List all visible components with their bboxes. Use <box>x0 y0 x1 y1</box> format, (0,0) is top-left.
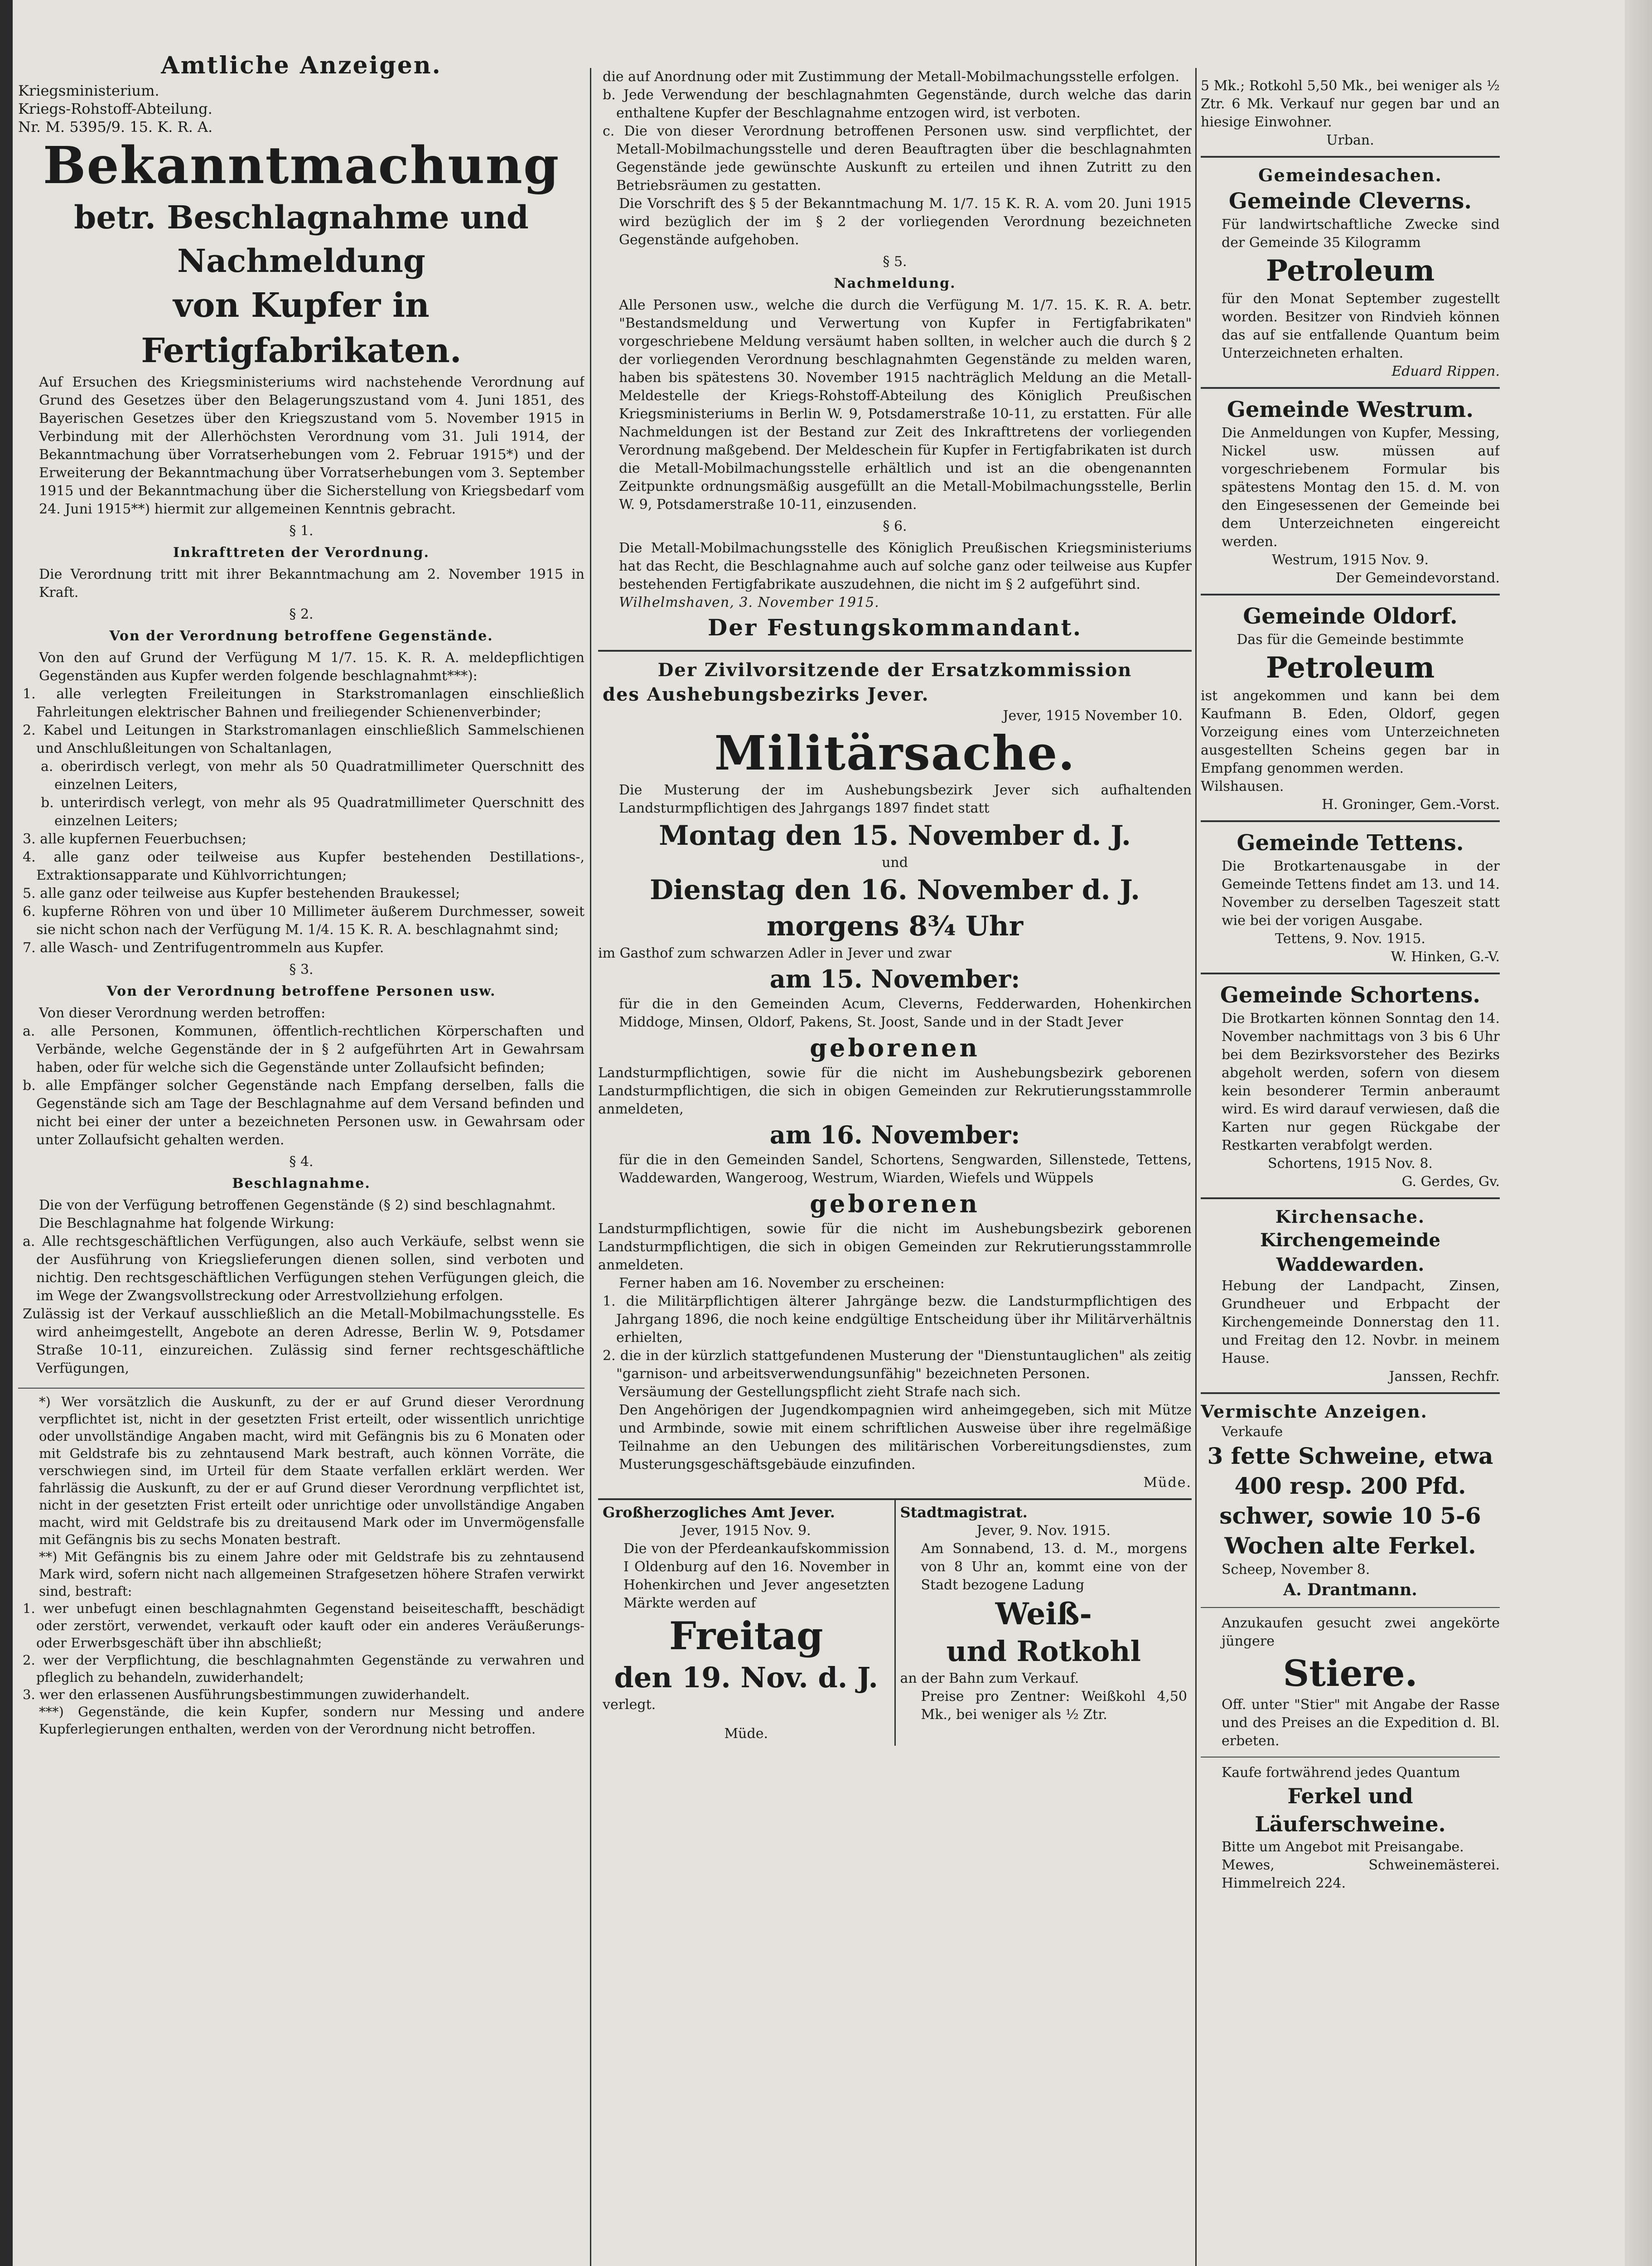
section-title: Von der Verordnung betroffene Gegenstände. <box>109 628 493 644</box>
notice-text: Die Musterung der im Aushebungsbezirk Jever sich aufhaltenden Landsturmpflichtigen des Jahrgangs 1897 findet statt <box>619 782 1192 816</box>
notice-big-text: Weiß- <box>995 1596 1092 1632</box>
page-edge-left <box>0 0 13 2266</box>
footnote-item: 2. wer der Verpflichtung, die beschlagnahmten Gegenstände zu verwahren und pfleglich zu behandeln, zuwiderhandelt; <box>23 1652 584 1685</box>
notice-text: verlegt. <box>603 1697 656 1713</box>
notice-text: für die in den Gemeinden Acum, Cleverns, Fedderwarden, Hohenkirchen Middoge, Minsen, Oldorf, Pakens, St. Joost, Sande und in der Stadt Jever <box>619 996 1192 1030</box>
section-title: Nachmeldung. <box>834 276 956 291</box>
section-text: Die von der Verfügung betroffenen Gegenstände (§ 2) sind beschlagnahmt. <box>39 1197 556 1213</box>
divider <box>1201 387 1500 389</box>
divider <box>1201 1392 1500 1394</box>
section-header: Kirchensache. <box>1275 1206 1425 1227</box>
list-item: 3. alle kupfernen Feuerbuchsen; <box>23 831 246 847</box>
signature: Müde. <box>1143 1475 1192 1491</box>
signature: Der Gemeindevorstand. <box>1335 570 1500 586</box>
date-line: am 16. November: <box>769 1120 1020 1149</box>
notice-date: Jever, 9. Nov. 1915. <box>976 1523 1111 1539</box>
emphasis-word: geborenen <box>810 1033 980 1062</box>
section-text: Die Beschlagnahme hat folgende Wirkung: <box>39 1215 334 1231</box>
list-item: Zulässig ist der Verkauf ausschließlich an die Metall-Mobilmachungsstelle. Es wird anheimgestellt, Angebote an deren Adresse, Berlin W. 9, Potsdamer Straße 10-11, einzureichen. Zulässig sind ferner rechtsgeschäftliche Verfügungen, <box>23 1306 584 1376</box>
section-text: Die Metall-Mobilmachungsstelle des Königlich Preußischen Kriegsministeriums hat das Recht, die Beschlagnahme auch auf solche ganz oder teilweise aus Kupfer bestehenden Fertigfabrikate auszudehnen, die nicht im § 2 aufgeführt sind. <box>619 540 1192 592</box>
notice-heading: Der Zivilvorsitzende der Ersatzkommission <box>657 659 1132 681</box>
emphasis-word: geborenen <box>810 1189 980 1218</box>
list-item: 1. die Militärpflichtigen älterer Jahrgänge bezw. die Landsturmpflichtigen des Jahrgang 1896, die noch keine endgültige Entscheidung über ihr Militärverhältnis erhielten, <box>603 1293 1192 1346</box>
column-1 <box>18 50 584 2266</box>
notice-text: Das für die Gemeinde bestimmte <box>1237 632 1464 648</box>
sender-line: Kriegs-Rohstoff-Abteilung. <box>18 100 213 117</box>
signature: A. Drantmann. <box>1283 1580 1417 1599</box>
ad-text: Verkaufe <box>1222 1424 1283 1440</box>
notice-big-text: Petroleum <box>1266 651 1435 685</box>
section-text: Von dieser Verordnung werden betroffen: <box>39 1005 326 1021</box>
notice-heading: Stadtmagistrat. <box>900 1504 1028 1521</box>
signature: Der Festungskommandant. <box>707 614 1082 641</box>
date-line: Montag den 15. November d. J. <box>659 820 1131 852</box>
continued-text: 5 Mk.; Rotkohl 5,50 Mk., bei weniger als ½ Ztr. 6 Mk. Verkauf nur gegen bar und an hiesige Einwohner. <box>1201 78 1500 130</box>
notice-date: Jever, 1915 Nov. 9. <box>681 1523 811 1539</box>
section-text: Die Vorschrift des § 5 der Bekanntmachung M. 1/7. 15 K. R. A. vom 20. Juni 1915 wird bezüglich der im § 2 der vorliegenden Verordnung bezeichneten Gegenstände aufgehoben. <box>619 196 1192 248</box>
signature: H. Groninger, Gem.-Vorst. <box>1322 797 1500 813</box>
notice-big-text: und Rotkohl <box>946 1635 1141 1668</box>
column-rule-1 <box>590 68 591 2266</box>
notice-date: Schortens, 1915 Nov. 8. <box>1268 1156 1433 1172</box>
notice-text: Die Brotkartenausgabe in der Gemeinde Tettens findet am 13. und 14. November zu derselben Tageszeit statt wie bei der vorigen Ausgabe. <box>1222 858 1500 929</box>
date-line: Dienstag den 16. November d. J. <box>649 874 1140 906</box>
list-item: a. Alle rechtsgeschäftlichen Verfügungen, also auch Verkäufe, selbst wenn sie der Ausführung von Kriegslieferungen dienen sollen, sind verboten und nichtig. Den rechtsgeschäftlichen Verfügungen stehen Verfügungen gleich, die im Wege der Zwangsvollstreckung oder Arrestvollziehung erfolgen. <box>23 1234 584 1304</box>
section-header: Amtliche Anzeigen. <box>161 52 442 79</box>
section-number: § 4. <box>289 1154 314 1170</box>
notice-title: Militärsache. <box>714 725 1076 781</box>
notice-text: Die von der Pferdeankaufskommission I Oldenburg auf den 16. November in Hohenkirchen und Jever angesetzten Märkte werden auf <box>623 1541 890 1611</box>
place-text: Wilshausen. <box>1201 779 1284 794</box>
list-item: a. alle Personen, Kommunen, öffentlich-rechtlichen Körperschaften und Verbände, welche Gegenstände der in § 2 aufgeführten Art in Gewahrsam haben, oder für welche sich die Gegenstände unter Zollaufsicht befinden; <box>23 1023 584 1075</box>
footnote: **) Mit Gefängnis bis zu einem Jahre oder mit Geldstrafe bis zu zehntausend Mark wird, sofern nicht nach allgemeinen Strafgesetzen höhere Strafen verwirkt sind, bestraft: <box>39 1549 584 1599</box>
continued-text: die auf Anordnung oder mit Zustimmung der Metall-Mobilmachungsstelle erfolgen. <box>603 69 1180 85</box>
place-text: im Gasthof zum schwarzen Adler in Jever und zwar <box>598 945 952 961</box>
signature: Müde. <box>724 1726 768 1742</box>
ad-text: Anzukaufen gesucht zwei angekörte jüngere <box>1222 1615 1500 1649</box>
column-rule-2 <box>1195 68 1197 2266</box>
notice-text: Die Brotkarten können Sonntag den 14. November nachmittags von 3 bis 6 Uhr bei dem Bezirksvorsteher des Bezirks abgeholt werden, sofern von diesem kein besonderer Termin anberaumt wird. Es wird darauf verwiesen, daß die Karten nur gegen Rückgabe der Restkarten verabfolgt werden. <box>1222 1011 1500 1153</box>
notice-heading: Großherzogliches Amt Jever. <box>603 1504 835 1521</box>
list-item: c. Die von dieser Verordnung betroffenen Personen usw. sind verpflichtet, der Metall-Mobilmachungsstelle und deren Beauftragten über die beschlagnahmten Gegenstände jede gewünschte Auskunft zu erteilen und ihnen Zutritt zu den Betriebsräumen zu gestatten. <box>603 123 1192 194</box>
column-2 <box>598 68 1192 2266</box>
notice-text: ist angekommen und kann bei dem Kaufmann B. Eden, Oldorf, gegen Vorzeigung eines vom Unterzeichneten ausgestellten Scheins gegen bar in Empfang genommen werden. <box>1201 688 1500 776</box>
section-header: Vermischte Anzeigen. <box>1201 1401 1428 1422</box>
divider <box>1201 973 1500 974</box>
notice-heading: Gemeinde Westrum. <box>1227 397 1474 422</box>
notice-text: für den Monat September zugestellt worden. Besitzer von Rindvieh können das auf sie entfallende Quantum beim Unterzeichneten erhalten. <box>1222 291 1500 361</box>
section-text: Alle Personen usw., welche die durch die Verfügung M. 1/7. 15. K. R. A. betr. "Bestandsmeldung und Verwertung von Kupfer in Fertigfabrikaten" vorgeschriebene Meldung versäumt haben sollten, in welcher auch die durch § 2 der vorliegenden Verordnung beschlagnahmten Gegenstände zu melden waren, haben bis spätestens 30. November 1915 nachträglich Meldung an die Metall-Meldestelle der Kriegs-Rohstoff-Abteilung des Königlich Preußischen Kriegsministeriums in Berlin W. 9, Potsdamerstraße 10-11, zu erstatten. Für alle Nachmeldungen ist der Bestand zur Zeit des Inkrafttretens der vorliegenden Verordnung maßgebend. Der Meldeschein für Kupfer in Fertigfabrikaten ist durch die Metall-Mobilmachungsstelle erhältlich und ist an die obengenannten Zeitpunkte ordnungsmäßig ausgefüllt an die Metall-Mobilmachungsstelle, Berlin W. 9, Potsdamerstraße 10-11, einzusenden. <box>619 297 1192 513</box>
list-item: 1. alle verlegten Freileitungen in Starkstromanlagen einschließlich Fahrleitungen elektrischer Bahnen und freiliegender Schienenverbinder; <box>23 686 584 720</box>
section-number: § 3. <box>289 962 314 978</box>
list-item: b. Jede Verwendung der beschlagnahmten Gegenstände, durch welche das darin enthaltene Kupfer der Beschlagnahme entzogen wird, ist verboten. <box>603 87 1192 121</box>
section-header: Gemeindesachen. <box>1258 165 1442 185</box>
section-number: § 1. <box>289 523 314 539</box>
notice-date: Westrum, 1915 Nov. 9. <box>1271 552 1429 568</box>
list-item: 6. kupferne Röhren von und über 10 Millimeter äußerem Durchmesser, soweit sie nicht schon nach der Verfügung M. 1/4. 15 K. R. A. beschlagnahmt sind; <box>23 904 584 938</box>
page-edge-right <box>1625 0 1652 2266</box>
section-number: § 2. <box>289 606 314 622</box>
notice-text: Hebung der Landpacht, Zinsen, Grundheuer und Erbpacht der Kirchengemeinde Donnerstag den 11. und Freitag den 12. Novbr. in meinem Hause. <box>1222 1278 1500 1366</box>
list-item: 2. Kabel und Leitungen in Starkstromanlagen einschließlich Sammelschienen und Anschlußleitungen von Schaltanlagen, <box>23 722 584 756</box>
divider <box>598 650 1192 652</box>
section-title: Von der Verordnung betroffene Personen usw. <box>106 983 496 999</box>
stadt-notice <box>894 1500 1192 1746</box>
notice-subtitle: von Kupfer in Fertigfabrikaten. <box>141 286 462 370</box>
signature: Mewes, Schweinemästerei. Himmelreich 224. <box>1222 1857 1500 1891</box>
notice-title: Bekanntmachung <box>43 136 560 195</box>
notice-text: Am Sonnabend, 13. d. M., morgens von 8 Uhr an, kommt eine von der Stadt bezogene Ladung <box>921 1541 1187 1593</box>
notice-text: Die Anmeldungen von Kupfer, Messing, Nickel usw. müssen auf vorgeschriebenem Formular bis spätestens Montag den 15. d. M. von den Eingesessenen der Gemeinde bei dem Unterzeichneten eingereicht werden. <box>1222 425 1500 550</box>
ad-text: Bitte um Angebot mit Preisangabe. <box>1222 1839 1464 1855</box>
list-item: b. alle Empfänger solcher Gegenstände nach Empfang derselben, falls die Gegenstände sich am Tage der Beschlagnahme auf dem Versand befinden und nicht bei einer der unter a bezeichneten Personen usw. in Gewahrsam oder unter Zollaufsicht gehalten werden. <box>23 1078 584 1148</box>
signature: Janssen, Rechfr. <box>1389 1369 1500 1385</box>
list-item: 4. alle ganz oder teilweise aus Kupfer bestehenden Destillations-, Extraktionsapparate und Kühlvorrichtungen; <box>23 849 584 883</box>
notice-heading: Kirchengemeinde Waddewarden. <box>1260 1230 1440 1275</box>
ad-text: Off. unter "Stier" mit Angabe der Rasse und des Preises an die Expedition d. Bl. erbeten. <box>1222 1697 1500 1749</box>
list-item: 7. alle Wasch- und Zentrifugentrommeln aus Kupfer. <box>23 940 384 956</box>
ad-big-text: Stiere. <box>1283 1652 1418 1695</box>
notice-text: für die in den Gemeinden Sandel, Schortens, Sengwarden, Sillenstede, Tettens, Waddewarden, Wangeroog, Westrum, Wiarden, Wiefels und Wüppels <box>619 1152 1192 1186</box>
ad-text: Kaufe fortwährend jedes Quantum <box>1222 1765 1460 1781</box>
signature: W. Hinken, G.-V. <box>1391 949 1500 965</box>
time-line: morgens 8¾ Uhr <box>766 910 1024 942</box>
signature: Eduard Rippen. <box>1391 363 1500 379</box>
notice-date: Jever, 1915 November 10. <box>1003 708 1183 724</box>
divider <box>1201 1757 1500 1758</box>
column-3 <box>1201 77 1500 2266</box>
signature: G. Gerdes, Gv. <box>1401 1174 1500 1190</box>
footnote: ***) Gegenstände, die kein Kupfer, sondern nur Messing und andere Kupferlegierungen enthalten, werden von der Verordnung nicht betroffen. <box>39 1704 584 1737</box>
date-line: am 15. November: <box>769 964 1020 993</box>
notice-big-text: Petroleum <box>1266 254 1435 288</box>
footnote-divider <box>18 1388 584 1389</box>
section-number: § 6. <box>883 518 907 534</box>
notice-heading: Gemeinde Oldorf. <box>1243 604 1458 629</box>
conjunction: und <box>882 855 908 871</box>
notice-heading: Gemeinde Tettens. <box>1237 830 1464 856</box>
notice-text: Preise pro Zentner: Weißkohl 4,50 Mk., bei weniger als ½ Ztr. <box>921 1689 1187 1723</box>
ad-big-text: Ferkel und Läuferschweine. <box>1255 1784 1446 1836</box>
notice-big-text: Freitag <box>669 1613 823 1658</box>
footnote-item: 3. wer den erlassenen Ausführungsbestimmungen zuwiderhandelt. <box>23 1687 470 1702</box>
divider <box>1201 1197 1500 1199</box>
place-date: Wilhelmshaven, 3. November 1915. <box>619 595 879 610</box>
notice-text: Landsturmpflichtigen, sowie für die nicht im Aushebungsbezirk geborenen Landsturmpflichtigen, die sich in obigen Gemeinden zur Rekrutierungsstammrolle anmeldeten, <box>598 1065 1192 1117</box>
divider <box>1201 1607 1500 1608</box>
divider <box>1201 594 1500 596</box>
divider <box>1201 820 1500 822</box>
notice-date: Tettens, 9. Nov. 1915. <box>1275 931 1425 947</box>
notice-text: Versäumung der Gestellungspflicht zieht Strafe nach sich. <box>619 1384 1021 1400</box>
notice-heading: des Aushebungsbezirks Jever. <box>603 684 929 705</box>
list-item: a. oberirdisch verlegt, von mehr als 50 Quadratmillimeter Querschnitt des einzelnen Leiters, <box>41 759 584 793</box>
notice-text: Den Angehörigen der Jugendkompagnien wird anheimgegeben, sich mit Mütze und Armbinde, sowie mit einem schriftlichen Ausweise über ihre regelmäßige Teilnahme an den Uebungen des militärischen Vorbereitungsdienstes, zum Musterungsgeschäftsgebäude einzufinden. <box>619 1402 1192 1472</box>
notice-heading: Gemeinde Cleverns. <box>1228 189 1472 214</box>
ad-big-text: 3 fette Schweine, etwa 400 resp. 200 Pfd. schwer, sowie 10 5-6 Wochen alte Ferkel. <box>1207 1443 1493 1559</box>
notice-text: Ferner haben am 16. November zu erscheinen: <box>619 1275 945 1291</box>
signature: Urban. <box>1326 132 1374 148</box>
notice-text: an der Bahn zum Verkauf. <box>900 1670 1079 1686</box>
sender-line: Kriegsministerium. <box>18 82 159 99</box>
amt-notice <box>598 1500 894 1746</box>
list-item: 2. die in der kürzlich stattgefundenen Musterung der "Dienstuntauglichen" als zeitig "garnison- und arbeitsverwendungsunfähig" bezeichneten Personen. <box>603 1348 1192 1382</box>
notice-intro: Auf Ersuchen des Kriegsministeriums wird nachstehende Verordnung auf Grund des Gesetzes über den Belagerungszustand vom 4. Juni 1851, des Bayerischen Gesetzes über den Kriegszustand vom 5. November 1915 in Verbindung mit der Allerhöchsten Verordnung vom 31. Juli 1914, der Bekanntmachung über Vorratserhebungen vom 2. Februar 1915*) und der Erweiterung der Bekanntmachung über Vorratserhebungen vom 3. September 1915 und der Bekanntmachung über die Sicherstellung von Kriegsbedarf vom 24. Juni 1915**) hiermit zur allgemeinen Kenntnis gebracht. <box>39 374 584 517</box>
section-number: § 5. <box>883 254 907 270</box>
list-item: 5. alle ganz oder teilweise aus Kupfer bestehenden Braukessel; <box>23 886 460 901</box>
sender-line: Nr. M. 5395/9. 15. K. R. A. <box>18 118 213 136</box>
footnote-item: 1. wer unbefugt einen beschlagnahmten Gegenstand beiseiteschafft, beschädigt oder zerstört, verwendet, verkauft oder kauft oder ein anderes Veräußerungs- oder Erwerbsgeschäft über ihn abschließt; <box>23 1601 584 1651</box>
notice-heading: Gemeinde Schortens. <box>1220 983 1481 1008</box>
footnote: *) Wer vorsätzlich die Auskunft, zu der er auf Grund dieser Verordnung verpflichtet ist, nicht in der gesetzten Frist erteilt, oder wissentlich unrichtige oder unvollständige Angaben macht, wird mit Gefängnis bis zu 6 Monaten oder mit Geldstrafe bis zu zehntausend Mark bestraft, auch können Vorräte, die verschwiegen sind, im Urteil für dem Staate verfallen erklärt werden. Wer fahrlässig die Auskunft, zu der er auf Grund dieser Verordnung verpflichtet ist, nicht in der gesetzten Frist erteilt oder unrichtige oder unvollständige Angaben macht, wird mit Geldstrafe bis zu dreitausend Mark oder im Unvermögensfalle mit Gefängnis bis zu sechs Monaten bestraft. <box>39 1394 584 1547</box>
notice-big-text: den 19. Nov. d. J. <box>614 1661 879 1694</box>
place-text: Scheep, November 8. <box>1222 1562 1370 1578</box>
notice-text: Landsturmpflichtigen, sowie für die nicht im Aushebungsbezirk geborenen Landsturmpflichtigen, die sich in obigen Gemeinden zur Rekrutierungsstammrolle anmeldeten. <box>598 1221 1192 1273</box>
notice-subtitle: betr. Beschlagnahme und Nachmeldung <box>74 199 529 280</box>
section-text: Von den auf Grund der Verfügung M 1/7. 15. K. R. A. meldepflichtigen Gegenständen aus Kupfer werden folgende beschlagnahmt***): <box>39 650 584 684</box>
section-text: Die Verordnung tritt mit ihrer Bekanntmachung am 2. November 1915 in Kraft. <box>39 566 584 600</box>
list-item: b. unterirdisch verlegt, von mehr als 95 Quadratmillimeter Querschnitt des einzelnen Leiters; <box>41 795 584 829</box>
two-notice-row <box>598 1498 1192 1746</box>
notice-text: Für landwirtschaftliche Zwecke sind der Gemeinde 35 Kilogramm <box>1222 217 1500 251</box>
divider <box>1201 156 1500 158</box>
section-title: Beschlagnahme. <box>232 1176 371 1191</box>
section-title: Inkrafttreten der Verordnung. <box>173 545 430 561</box>
